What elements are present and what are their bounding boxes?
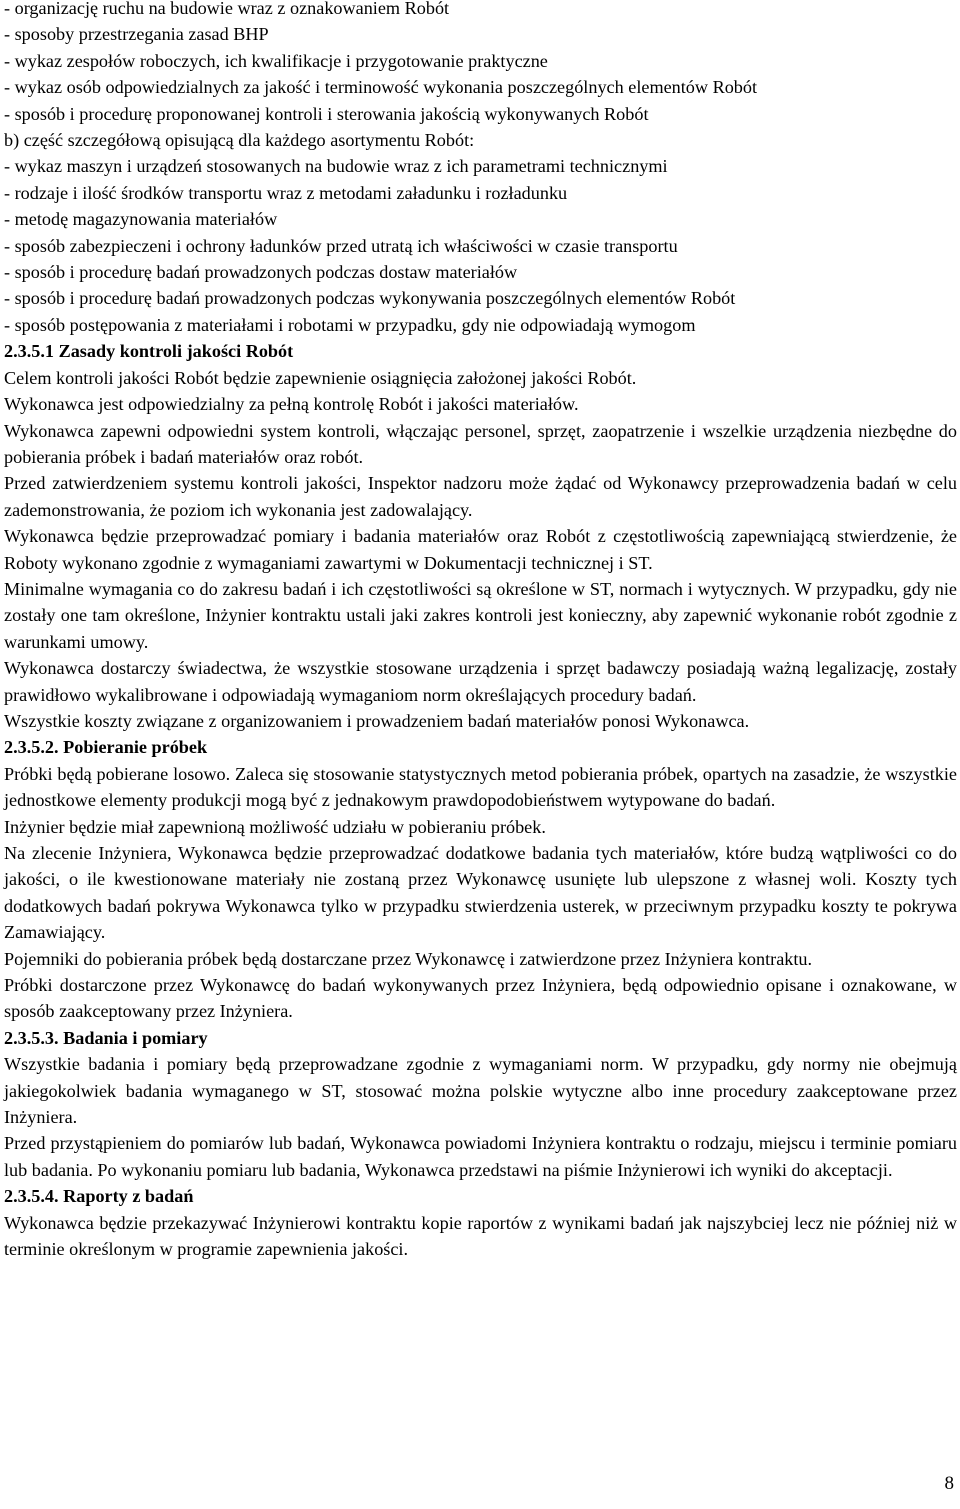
- paragraph: Inżynier będzie miał zapewnioną możliwość udziału w pobieraniu próbek.: [4, 816, 546, 837]
- list-item: - sposób zabezpieczeni i ochrony ładunków przed utratą ich właściwości w czasie transportu: [4, 235, 678, 256]
- list-item: - wykaz maszyn i urządzeń stosowanych na budowie wraz z ich parametrami technicznymi: [4, 156, 668, 177]
- list-item: - organizację ruchu na budowie wraz z oznakowaniem Robót: [4, 0, 450, 18]
- paragraph: Minimalne wymagania co do zakresu badań i ich częstotliwości są określone w ST, normach i wytycznych. W przypadku, gdy nie zostały one tam określone, Inżynier kontraktu ustali jaki zakres kontroli jest konieczny, aby zapewnić wykonanie robót zgodnie z warunkami umowy.: [4, 578, 957, 652]
- paragraph: Wszystkie badania i pomiary będą przeprowadzane zgodnie z wymaganiami norm. W przypadku, gdy normy nie obejmują jakiegokolwiek badania wymaganego w ST, stosować można polskie wytyczne albo inne procedury zaakceptowane przez Inżyniera.: [4, 1054, 957, 1128]
- paragraph: Przed zatwierdzeniem systemu kontroli jakości, Inspektor nadzoru może żądać od Wykonawcy przeprowadzenia badań w celu zademonstrowania, że poziom ich wykonania jest zadowalający.: [4, 473, 957, 520]
- paragraph: Próbki dostarczone przez Wykonawcę do badań wykonywanych przez Inżyniera, będą odpowiednio opisane i oznakowane, w sposób zaakceptowany przez Inżyniera.: [4, 975, 957, 1022]
- paragraph: Wykonawca będzie przekazywać Inżynierowi kontraktu kopie raportów z wynikami badań jak najszybciej lecz nie później niż w terminie określonym w programie zapewnienia jakości.: [4, 1212, 957, 1260]
- paragraph: Wykonawca jest odpowiedzialny za pełną kontrolę Robót i jakości materiałów.: [4, 394, 579, 415]
- list-item: - sposób i procedurę badań prowadzonych podczas dostaw materiałów: [4, 262, 518, 283]
- list-item: - sposób i procedurę proponowanej kontroli i sterowania jakością wykonywanych Robót: [4, 103, 649, 124]
- page-number: 8: [944, 1473, 954, 1494]
- list-item: - sposoby przestrzegania zasad BHP: [4, 24, 269, 45]
- list-item: - wykaz zespołów roboczych, ich kwalifikacje i przygotowanie praktyczne: [4, 50, 548, 71]
- section-heading: 2.3.5.2. Pobieranie próbek: [4, 737, 208, 758]
- paragraph: Wszystkie koszty związane z organizowaniem i prowadzeniem badań materiałów ponosi Wykonawca.: [4, 710, 750, 731]
- paragraph: Na zlecenie Inżyniera, Wykonawca będzie przeprowadzać dodatkowe badania tych materiałów, które budzą wątpliwości co do jakości, o ile kwestionowane materiały nie zostaną przez Wykonawcę usunięte lub ulepszone z własnej woli. Koszty tych dodatkowych badań pokrywa Wykonawca tylko w przypadku stwierdzenia usterek, w przeciwnym przypadku koszty te pokrywa Zamawiający.: [4, 843, 957, 943]
- list-item: - sposób postępowania z materiałami i robotami w przypadku, gdy nie odpowiadają wymogom: [4, 314, 696, 335]
- list-item: - metodę magazynowania materiałów: [4, 209, 278, 230]
- paragraph: Wykonawca będzie przeprowadzać pomiary i badania materiałów oraz Robót z częstotliwością zapewniającą stwierdzenie, że Roboty wykonano zgodnie z wymaganiami zawartymi w Dokumentacji technicznej i ST.: [4, 526, 957, 573]
- section-heading: 2.3.5.4. Raporty z badań: [4, 1186, 194, 1207]
- paragraph: Pojemniki do pobierania próbek będą dostarczane przez Wykonawcę i zatwierdzone przez Inżyniera kontraktu.: [4, 948, 813, 969]
- paragraph: Przed przystąpieniem do pomiarów lub badań, Wykonawca powiadomi Inżyniera kontraktu o rodzaju, miejscu i terminie pomiaru lub badania. Po wykonaniu pomiaru lub badania, Wykonawca przedstawi na piśmie Inżynierowi ich wyniki do akceptacji.: [4, 1133, 957, 1180]
- subsection-label: b) część szczegółową opisującą dla każdego asortymentu Robót:: [4, 130, 475, 151]
- paragraph: Wykonawca zapewni odpowiedni system kontroli, włączając personel, sprzęt, zaopatrzenie i wszelkie urządzenia niezbędne do pobierania próbek i badań materiałów oraz robót.: [4, 420, 957, 467]
- paragraph: Celem kontroli jakości Robót będzie zapewnienie osiągnięcia założonej jakości Robót.: [4, 367, 637, 388]
- section-heading: 2.3.5.1 Zasady kontroli jakości Robót: [4, 341, 294, 362]
- paragraph: Próbki będą pobierane losowo. Zaleca się stosowanie statystycznych metod pobierania próbek, opartych na zasadzie, że wszystkie jednostkowe elementy produkcji mogą być z jednakowym prawdopodobieństwem wytypowane do badań.: [4, 763, 957, 811]
- document-page: [4, 0, 957, 1263]
- list-item: - sposób i procedurę badań prowadzonych podczas wykonywania poszczególnych elementów Robót: [4, 288, 736, 309]
- list-item: - wykaz osób odpowiedzialnych za jakość i terminowość wykonania poszczególnych elementów Robót: [4, 77, 758, 98]
- list-item: - rodzaje i ilość środków transportu wraz z metodami załadunku i rozładunku: [4, 182, 568, 203]
- section-heading: 2.3.5.3. Badania i pomiary: [4, 1027, 208, 1048]
- paragraph: Wykonawca dostarczy świadectwa, że wszystkie stosowane urządzenia i sprzęt badawczy posiadają ważną legalizację, zostały prawidłowo wykalibrowane i odpowiadają wymaganiom norm określających procedury badań.: [4, 658, 957, 705]
